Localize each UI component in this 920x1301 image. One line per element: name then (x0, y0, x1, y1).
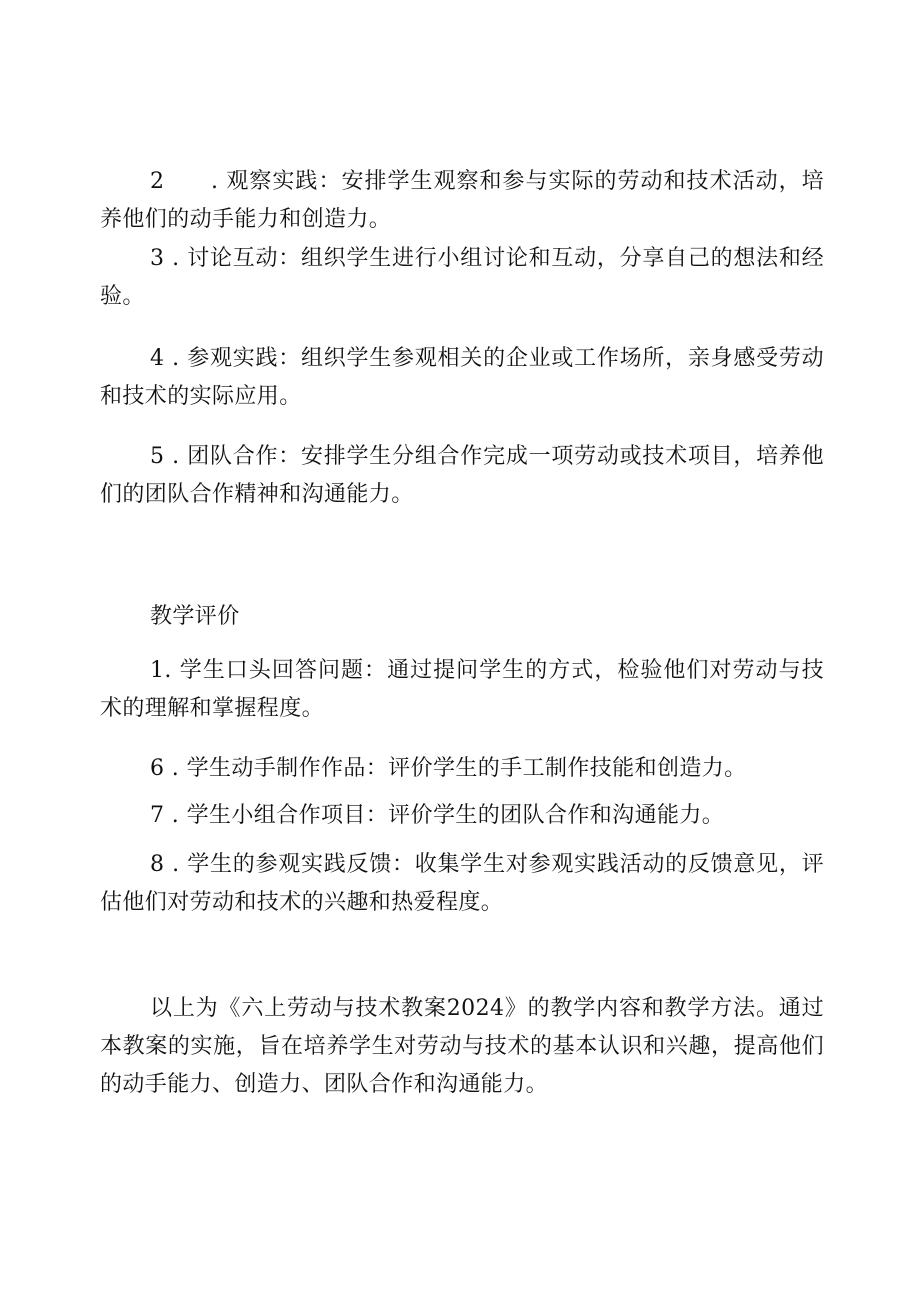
method-item-teamwork: 5 . 团队合作：安排学生分组合作完成一项劳动或技术项目，培养他们的团队合作精神和沟通能力。 (100, 444, 824, 507)
method-item-visit: 4 . 参观实践：组织学生参观相关的企业或工作场所，亲身感受劳动和技术的实际应用。 (100, 346, 824, 409)
evaluation-item-group-project: 7 . 学生小组合作项目：评价学生的团队合作和沟通能力。 (150, 803, 725, 828)
evaluation-item-oral: 1. 学生口头回答问题：通过提问学生的方式，检验他们对劳动与技术的理解和掌握程度。 (100, 658, 824, 721)
evaluation-item-visit-feedback: 8 . 学生的参观实践反馈：收集学生对参观实践活动的反馈意见，评估他们对劳动和技术的兴趣和热爱程度。 (100, 852, 824, 915)
evaluation-heading: 教学评价 (150, 604, 240, 629)
method-item-observation: 2 . 观察实践：安排学生观察和参与实际的劳动和技术活动，培养他们的动手能力和创造力。 (100, 169, 824, 232)
evaluation-item-handmade: 6 . 学生动手制作作品：评价学生的手工制作技能和创造力。 (150, 756, 747, 781)
conclusion-paragraph: 以上为《六上劳动与技术教案2024》的教学内容和教学方法。通过本教案的实施，旨在培养学生对劳动与技术的基本认识和兴趣，提高他们的动手能力、创造力、团队合作和沟通能力。 (100, 996, 824, 1097)
method-item-discussion: 3 . 讨论互动：组织学生进行小组讨论和互动，分享自己的想法和经验。 (100, 246, 824, 309)
